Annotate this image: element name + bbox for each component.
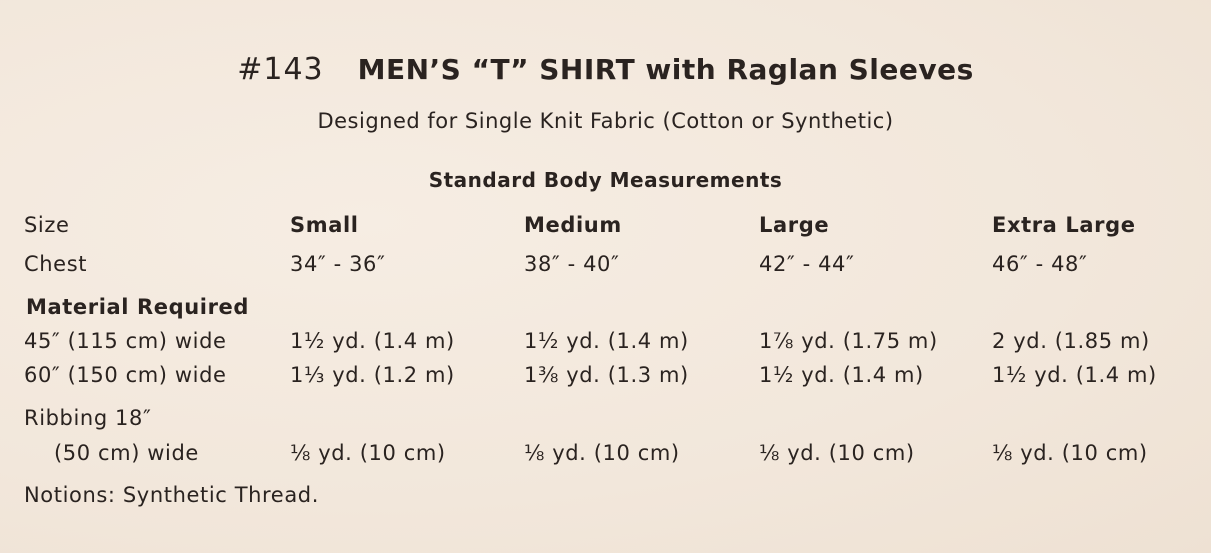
size-label: Size	[24, 213, 70, 237]
chest-label: Chest	[24, 252, 88, 276]
ribbing-extra-large: ⅛ yd. (10 cm)	[992, 441, 1148, 465]
material-45-label: 45″ (115 cm) wide	[24, 329, 227, 353]
pattern-number: #143	[237, 52, 324, 87]
measurements-heading: Standard Body Measurements	[428, 168, 783, 192]
material-60-label: 60″ (150 cm) wide	[24, 363, 227, 387]
material-60-large: 1½ yd. (1.4 m)	[759, 363, 924, 387]
size-extra-large: Extra Large	[992, 213, 1136, 237]
subtitle: Designed for Single Knit Fabric (Cotton or Synthetic)	[317, 109, 894, 133]
page-title: MEN’S “T” SHIRT with Raglan Sleeves	[357, 53, 974, 86]
chest-medium: 38″ - 40″	[524, 252, 620, 276]
chest-large: 42″ - 44″	[759, 252, 855, 276]
chest-extra-large: 46″ - 48″	[992, 252, 1088, 276]
ribbing-label-line2: (50 cm) wide	[54, 441, 199, 465]
material-45-medium: 1½ yd. (1.4 m)	[524, 329, 689, 353]
chest-small: 34″ - 36″	[290, 252, 386, 276]
material-45-small: 1½ yd. (1.4 m)	[290, 329, 455, 353]
material-45-large: 1⅞ yd. (1.75 m)	[759, 329, 938, 353]
material-45-extra-large: 2 yd. (1.85 m)	[992, 329, 1150, 353]
material-60-extra-large: 1½ yd. (1.4 m)	[992, 363, 1157, 387]
ribbing-small: ⅛ yd. (10 cm)	[290, 441, 446, 465]
ribbing-medium: ⅛ yd. (10 cm)	[524, 441, 680, 465]
ribbing-large: ⅛ yd. (10 cm)	[759, 441, 915, 465]
size-medium: Medium	[524, 213, 622, 237]
material-heading: Material Required	[26, 295, 250, 319]
material-60-medium: 1⅜ yd. (1.3 m)	[524, 363, 689, 387]
ribbing-label-line1: Ribbing 18″	[24, 406, 152, 430]
size-large: Large	[759, 213, 830, 237]
title-row	[0, 52, 1211, 87]
notions-text: Notions: Synthetic Thread.	[24, 483, 319, 507]
material-60-small: 1⅓ yd. (1.2 m)	[290, 363, 455, 387]
size-small: Small	[290, 213, 359, 237]
